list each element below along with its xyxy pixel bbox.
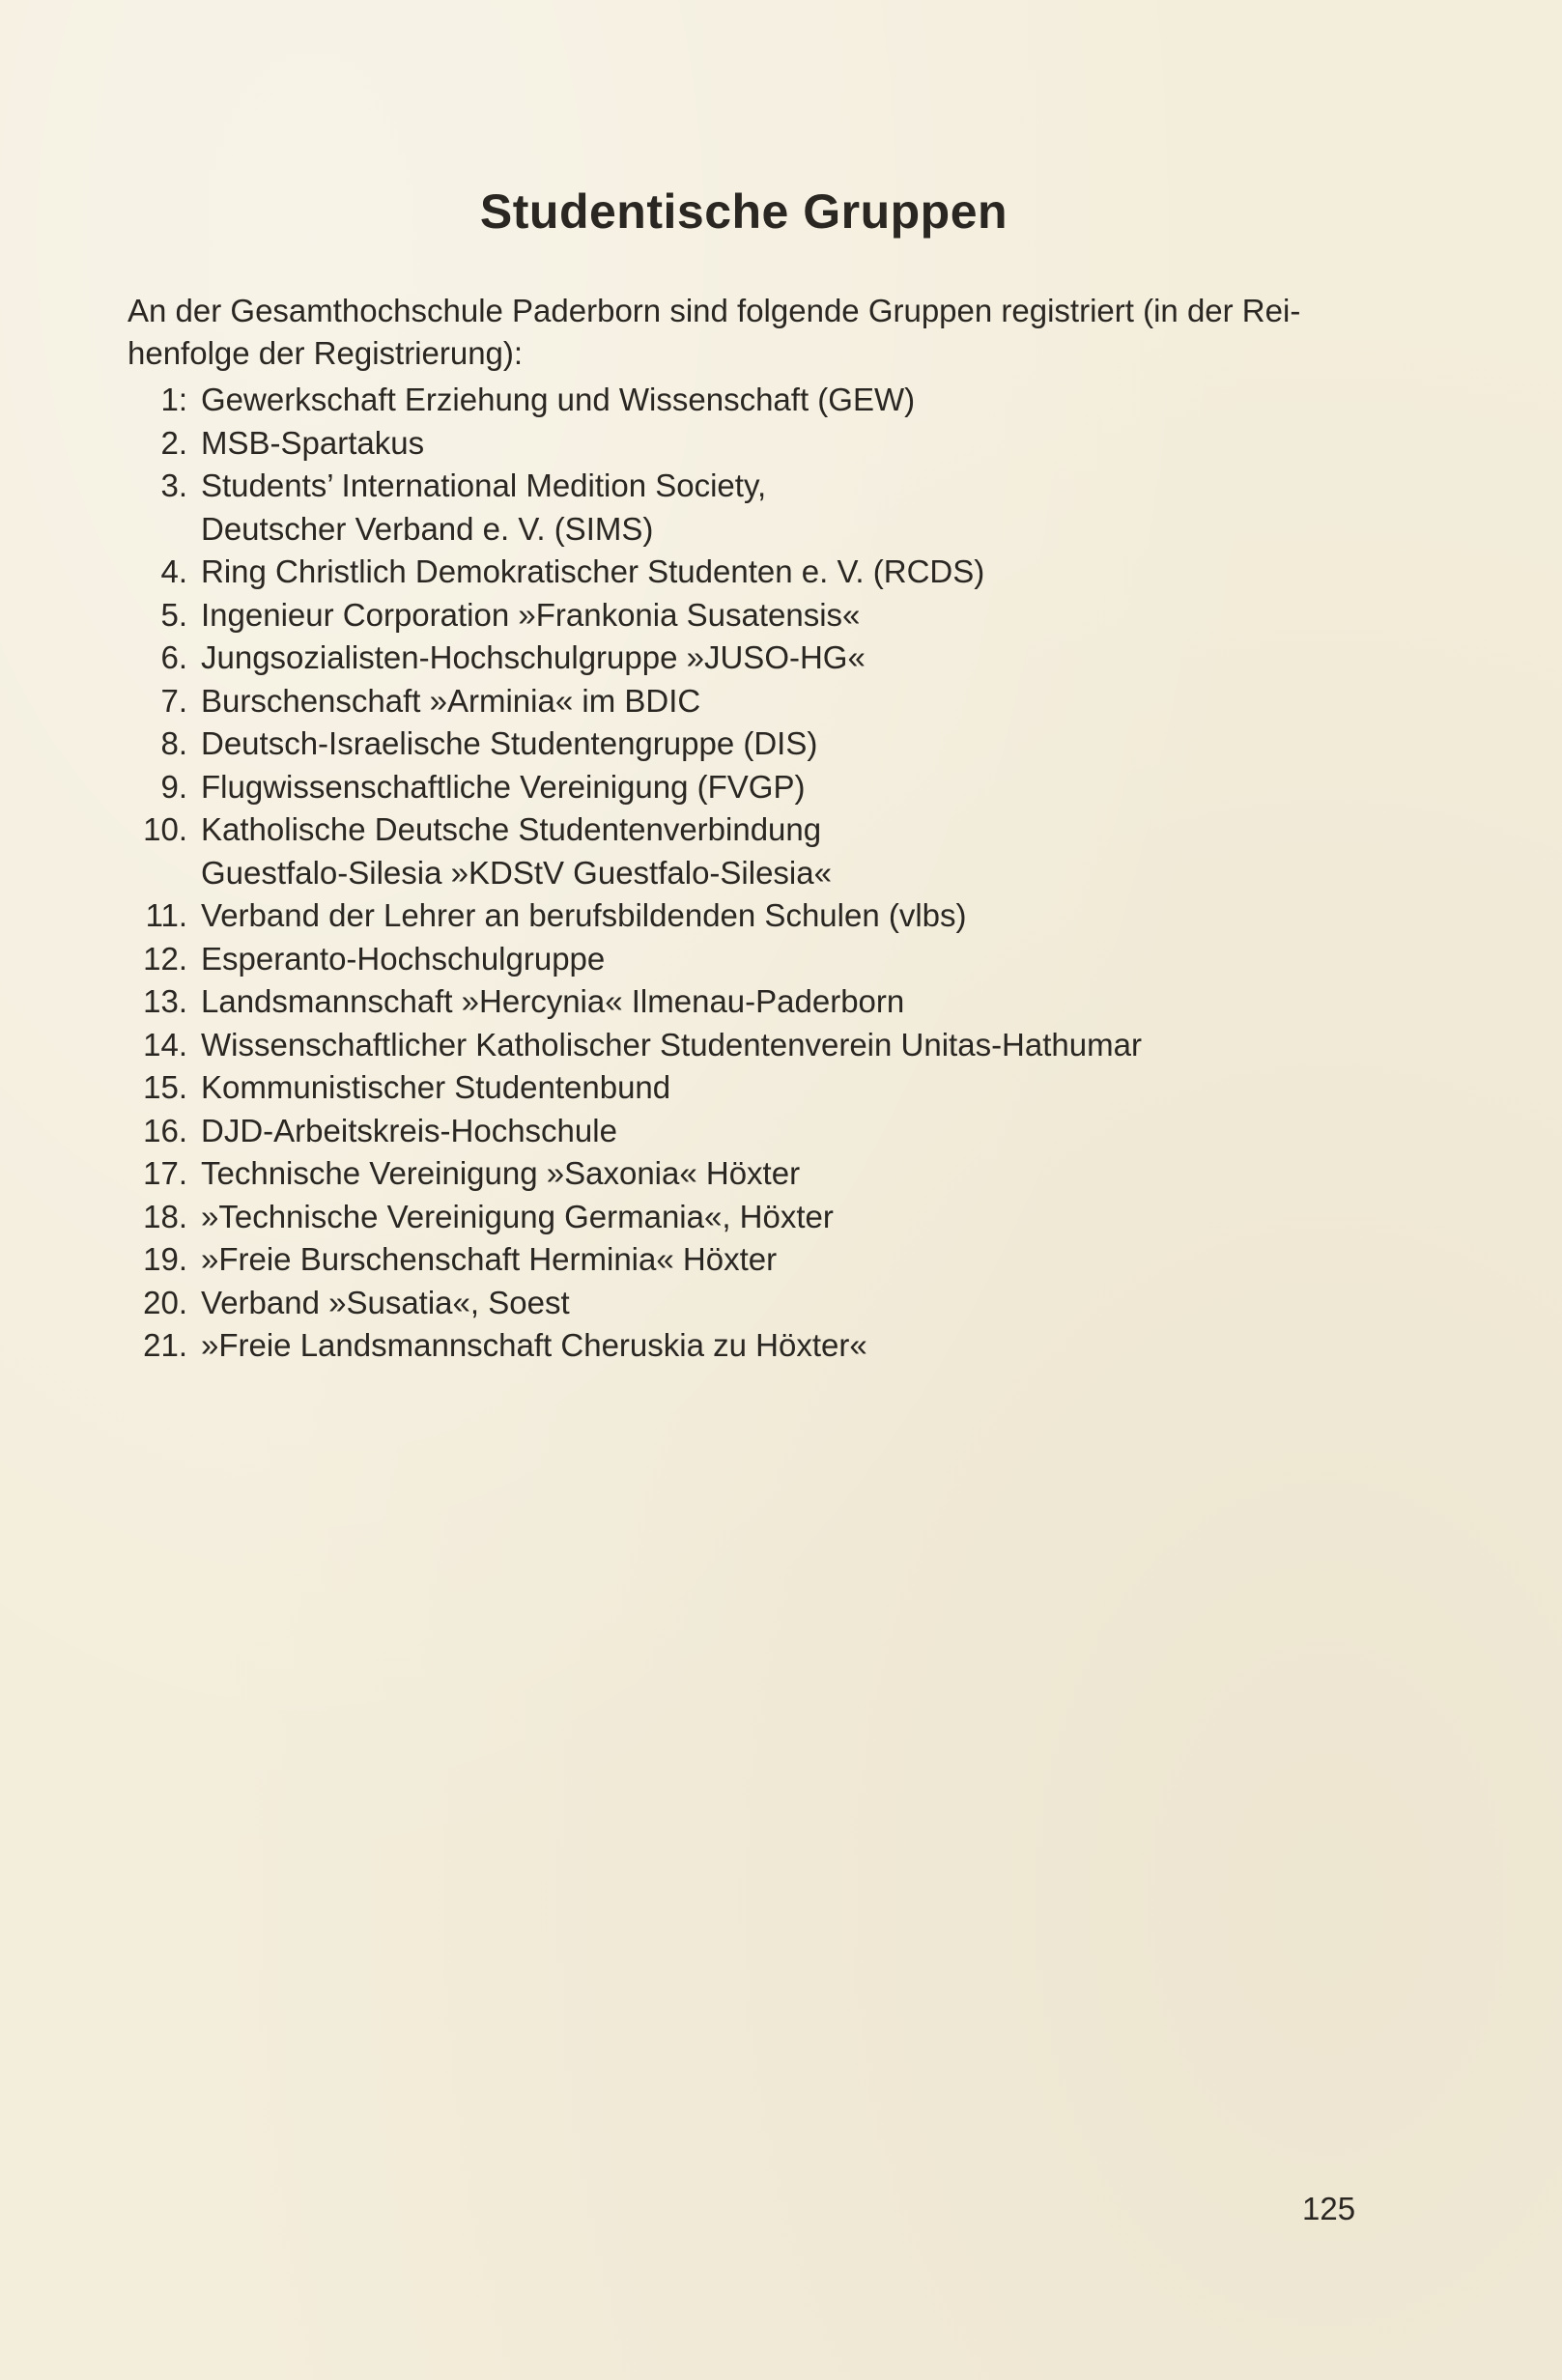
group-number: 11.: [145, 897, 187, 933]
group-name: Jungsozialisten-Hochschulgruppe »JUSO-HG«: [201, 639, 866, 675]
intro-line-1: An der Gesamthochschule Paderborn sind folgende Gruppen registriert (in der Rei-: [128, 293, 1301, 328]
group-line: [128, 1324, 1383, 1368]
page-number: 125: [1302, 2191, 1356, 2226]
group-item: [128, 980, 1383, 1024]
group-line: [128, 680, 1383, 723]
group-name: Ring Christlich Demokratischer Studenten e. V. (RCDS): [201, 553, 985, 589]
group-line: [128, 894, 1383, 938]
group-item: [128, 1282, 1383, 1325]
group-name: »Freie Burschenschaft Herminia« Höxter: [201, 1241, 778, 1277]
group-name: Kommunistischer Studentenbund: [201, 1069, 671, 1105]
group-name: Guestfalo-Silesia »KDStV Guestfalo-Silesia«: [201, 854, 832, 891]
group-number: 12.: [143, 940, 187, 977]
group-line: [128, 722, 1383, 766]
group-number: 18.: [143, 1198, 187, 1234]
group-number: 1:: [160, 382, 187, 417]
group-item: [128, 1110, 1383, 1153]
group-line: [128, 808, 1383, 852]
intro-paragraph: [128, 290, 1374, 375]
group-line: [128, 1110, 1383, 1153]
group-line: [128, 508, 1383, 552]
group-number: 6.: [160, 639, 187, 675]
group-item: [128, 637, 1383, 680]
group-item: [128, 379, 1383, 422]
group-item: [128, 594, 1383, 638]
group-name: Verband der Lehrer an berufsbildenden Schulen (vlbs): [201, 897, 967, 933]
group-name: Technische Vereinigung »Saxonia« Höxter: [201, 1155, 801, 1191]
group-line: [128, 1238, 1383, 1282]
group-name: Katholische Deutsche Studentenverbindung: [201, 811, 822, 847]
group-item: [128, 422, 1383, 466]
group-number: 19.: [143, 1241, 187, 1277]
group-line: [128, 852, 1383, 895]
group-line: [128, 1152, 1383, 1196]
group-item: [128, 766, 1383, 809]
group-number: 4.: [160, 553, 187, 589]
group-number: 15.: [143, 1069, 187, 1105]
group-line: [128, 938, 1383, 981]
group-name: Wissenschaftlicher Katholischer Studentenverein Unitas-Hathumar: [201, 1026, 1142, 1062]
group-name: DJD-Arbeitskreis-Hochschule: [201, 1112, 617, 1148]
group-line: [128, 637, 1383, 680]
group-item: [128, 1196, 1383, 1239]
group-line: [128, 594, 1383, 638]
group-line: [128, 551, 1383, 594]
group-number: 17.: [143, 1155, 187, 1191]
group-item: [128, 722, 1383, 766]
group-item: [128, 808, 1383, 894]
group-line: [128, 1196, 1383, 1239]
group-line: [128, 379, 1383, 422]
groups-list: [128, 379, 1383, 1368]
group-number: 5.: [160, 596, 187, 633]
group-number: 13.: [143, 983, 187, 1019]
group-name: Gewerkschaft Erziehung und Wissenschaft (GEW): [201, 382, 916, 417]
group-line: [128, 465, 1383, 508]
group-number: 9.: [160, 768, 187, 805]
group-line: [128, 1066, 1383, 1110]
group-item: [128, 1324, 1383, 1368]
group-number: 16.: [143, 1112, 187, 1148]
group-name: Deutscher Verband e. V. (SIMS): [201, 510, 654, 547]
group-name: MSB-Spartakus: [201, 424, 425, 461]
group-name: »Technische Vereinigung Germania«, Höxter: [201, 1198, 834, 1234]
group-item: [128, 1066, 1383, 1110]
group-item: [128, 1238, 1383, 1282]
group-name: Burschenschaft »Arminia« im BDIC: [201, 682, 701, 719]
group-name: Landsmannschaft »Hercynia« Ilmenau-Paderborn: [201, 983, 905, 1019]
group-name: »Freie Landsmannschaft Cheruskia zu Höxter«: [201, 1327, 867, 1363]
page-title: Studentische Gruppen: [479, 184, 1008, 239]
group-item: [128, 894, 1383, 938]
group-item: [128, 551, 1383, 594]
group-line: [128, 422, 1383, 466]
group-number: 21.: [143, 1327, 187, 1363]
group-item: [128, 680, 1383, 723]
group-line: [128, 766, 1383, 809]
group-name: Esperanto-Hochschulgruppe: [201, 940, 606, 977]
group-number: 14.: [143, 1026, 187, 1062]
group-number: 10.: [143, 811, 187, 847]
group-name: Ingenieur Corporation »Frankonia Susatensis«: [201, 596, 861, 633]
group-number: 7.: [160, 682, 187, 719]
group-item: [128, 1024, 1383, 1067]
group-number: 8.: [160, 725, 187, 761]
group-line: [128, 1024, 1383, 1067]
group-name: Flugwissenschaftliche Vereinigung (FVGP): [201, 768, 806, 805]
group-name: Verband »Susatia«, Soest: [201, 1284, 570, 1320]
group-name: Deutsch-Israelische Studentengruppe (DIS): [201, 725, 818, 761]
group-item: [128, 465, 1383, 551]
group-name: Students’ International Medition Society,: [201, 468, 767, 503]
group-number: 3.: [160, 468, 187, 503]
group-line: [128, 1282, 1383, 1325]
group-item: [128, 1152, 1383, 1196]
intro-line-2: henfolge der Registrierung):: [128, 335, 524, 371]
group-number: 20.: [143, 1284, 187, 1320]
group-line: [128, 980, 1383, 1024]
group-number: 2.: [160, 424, 187, 461]
group-item: [128, 938, 1383, 981]
